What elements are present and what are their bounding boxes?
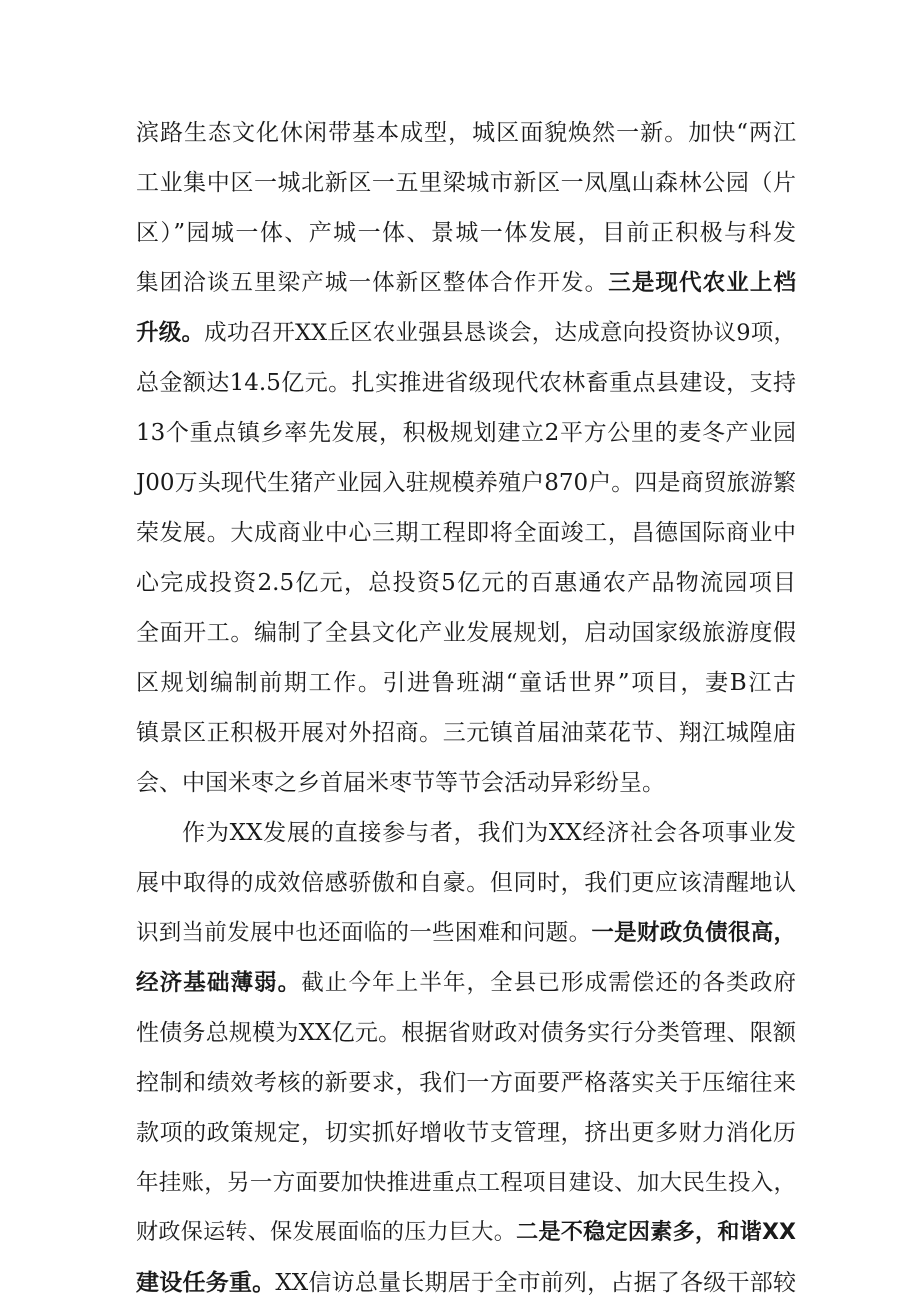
text-run: 财政保运转、保发展面临的压力巨大。 xyxy=(136,1220,517,1245)
text-line-12 xyxy=(136,658,796,708)
text-run: 区）”园城一体、产城一体、景城一体发展，目前正积极与科发 xyxy=(136,220,796,246)
bold-heading: 二是不稳定因素多，和谐XX xyxy=(516,1220,796,1245)
text-run: 作为XX发展的直接参与者，我们为XX经济社会各项事业发 xyxy=(182,820,796,846)
text-run: 展中取得的成效倍感骄傲和自豪。但同时，我们更应该清醒地认 xyxy=(136,870,796,896)
text-run: 识到当前发展中也还面临的一些困难和问题。 xyxy=(136,920,592,946)
text-line-14 xyxy=(136,758,796,808)
text-line-3 xyxy=(136,208,796,258)
text-line-7 xyxy=(136,408,796,458)
text-run: 成功召开XX丘区农业强县恳谈会，达成意向投资协议9项， xyxy=(204,320,796,346)
text-line-8 xyxy=(136,458,796,508)
bold-heading: 一是财政负债很高， xyxy=(591,920,796,946)
text-run: 工业集中区一城北新区一五里梁城市新区一凤凰山森林公园（片 xyxy=(136,170,796,196)
bold-heading: 建设任务重。 xyxy=(136,1270,276,1296)
text-run: 截止今年上半年，全县已形成需偿还的各类政府 xyxy=(301,970,796,996)
text-run: XX信访总量长期居于全市前列，占据了各级干部较 xyxy=(275,1270,796,1296)
text-run: 款项的政策规定，切实抓好增收节支管理，挤出更多财力消化历 xyxy=(136,1120,796,1146)
text-run: 控制和绩效考核的新要求，我们一方面要严格落实关于压缩往来 xyxy=(136,1070,796,1096)
text-run: 荣发展。大成商业中心三期工程即将全面竣工，昌德国际商业中 xyxy=(136,520,796,546)
text-run: 总金额达14.5亿元。扎实推进省级现代农林畜重点县建设，支持 xyxy=(136,370,796,396)
text-line-19 xyxy=(136,1008,796,1058)
text-run: J00万头现代生猪产业园入驻规模养殖户870户。四是商贸旅游繁 xyxy=(136,470,796,496)
text-line-22 xyxy=(136,1158,796,1208)
bold-heading: 三是现代农业上档 xyxy=(608,270,796,296)
text-run: 心完成投资2.5亿元，总投资5亿元的百惠通农产品物流园项目 xyxy=(136,570,796,596)
text-run: 13个重点镇乡率先发展，积极规划建立2平方公里的麦冬产业园 xyxy=(136,420,796,446)
text-run: 年挂账，另一方面要加快推进重点工程项目建设、加大民生投入， xyxy=(136,1170,796,1196)
text-line-11 xyxy=(136,608,796,658)
bold-heading: 经济基础薄弱。 xyxy=(136,970,302,996)
text-line-2 xyxy=(136,158,796,208)
text-run: 全面开工。编制了全县文化产业发展规划，启动国家级旅游度假 xyxy=(136,620,796,646)
text-run: 集团洽谈五里梁产城一体新区整体合作开发。 xyxy=(136,270,609,296)
text-line-16 xyxy=(136,858,796,908)
text-run: 会、中国米枣之乡首届米枣节等节会活动异彩纷呈。 xyxy=(136,770,665,796)
bold-heading: 升级。 xyxy=(136,320,205,346)
text-line-21 xyxy=(136,1108,796,1158)
text-line-5 xyxy=(136,308,796,358)
text-line-13 xyxy=(136,708,796,758)
text-line-20 xyxy=(136,1058,796,1108)
text-line-18 xyxy=(136,958,796,1008)
text-line-10 xyxy=(136,558,796,608)
text-line-4 xyxy=(136,258,796,308)
text-line-9 xyxy=(136,508,796,558)
text-line-6 xyxy=(136,358,796,408)
text-line-15 xyxy=(136,808,796,858)
text-line-17 xyxy=(136,908,796,958)
text-run: 镇景区正积极开展对外招商。三元镇首届油菜花节、翔江城隍庙 xyxy=(136,720,796,746)
text-run: 性债务总规模为XX亿元。根据省财政对债务实行分类管理、限额 xyxy=(136,1020,796,1046)
body-text xyxy=(136,108,796,1308)
text-line-23 xyxy=(136,1208,796,1258)
text-line-1 xyxy=(136,108,796,158)
text-run: 区规划编制前期工作。引进鲁班湖“童话世界”项目，妻B江古 xyxy=(136,670,796,696)
text-run: 滨路生态文化休闲带基本成型，城区面貌焕然一新。加快“两江 xyxy=(136,120,796,146)
